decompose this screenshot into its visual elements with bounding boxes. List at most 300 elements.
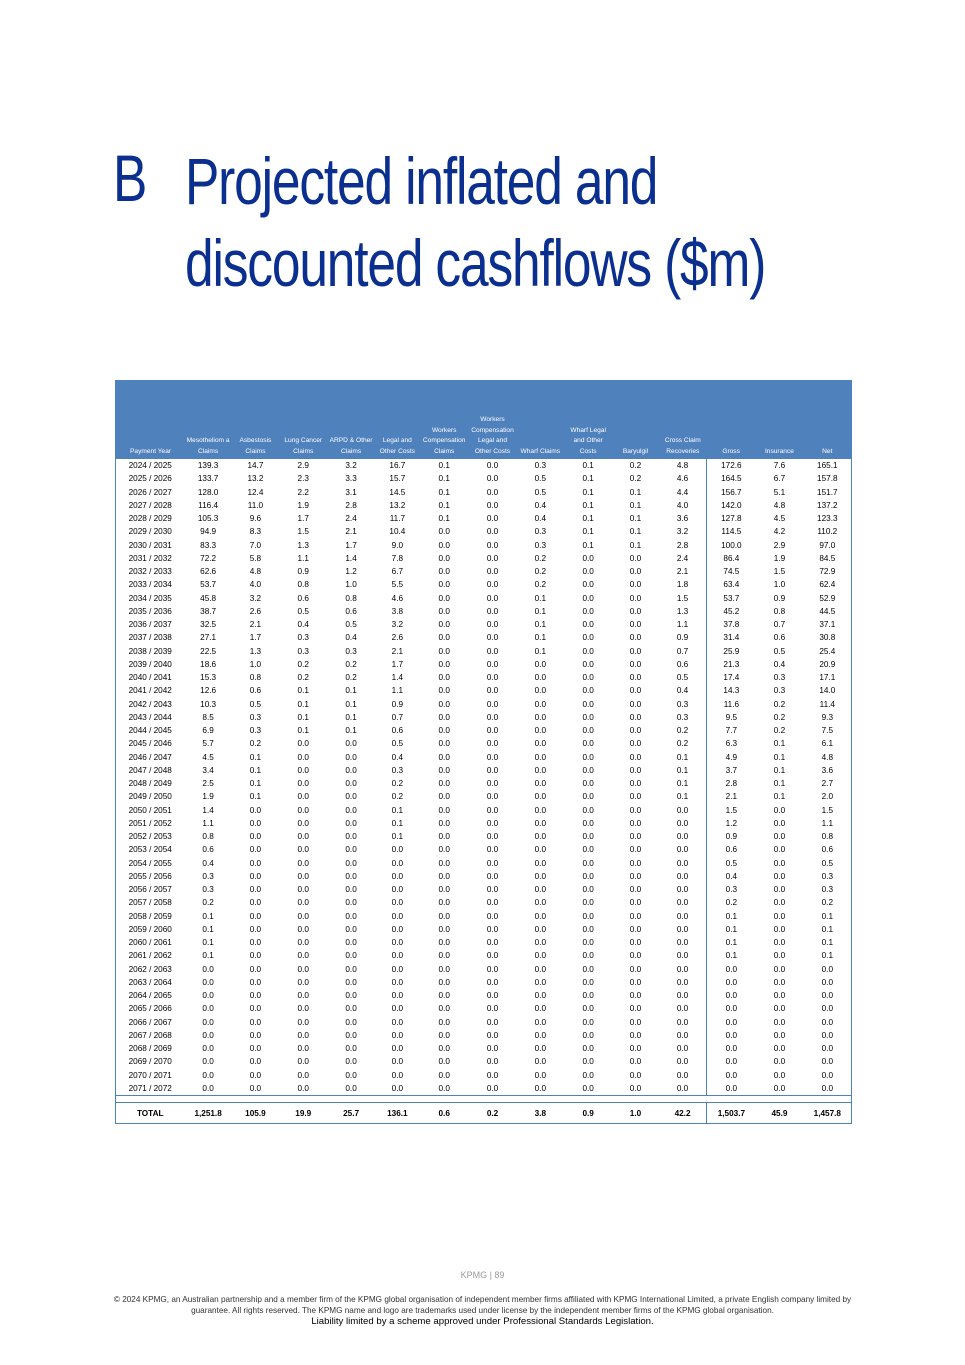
value-cell: 0.4 [534,500,547,510]
value-cell: 0.0 [297,1057,309,1067]
value-cell: 0.0 [249,885,262,895]
value-cell: 7.6 [773,461,786,471]
value-cell: 0.0 [486,845,499,855]
payment-year-cell: 2063 / 2064 [128,977,172,987]
value-cell: 53.7 [707,592,755,605]
value-cell: 0.0 [486,726,499,736]
value-cell: 3.4 [202,765,214,775]
value-cell: 0.0 [629,739,642,749]
value-cell: 52.9 [819,593,836,603]
value-cell: 0.3 [534,461,547,471]
value-cell: 0.0 [438,991,450,1001]
value-cell: 0.0 [821,1030,833,1040]
value-cell: 0.0 [486,686,499,696]
value-cell: 0.0 [438,898,450,908]
value-cell: 27.1 [200,633,217,643]
table-row [116,1055,851,1068]
value-cell: 0.1 [582,461,594,471]
value-cell: 0.0 [582,977,594,987]
table-row [116,857,851,870]
payment-year-cell: 2054 / 2055 [128,858,172,868]
table-row [116,578,851,591]
value-cell: 0.0 [773,924,786,934]
table-row [116,751,851,764]
total-cell: 1,457.8 [804,1103,851,1124]
column-header: Wharf Legal and Other Costs [564,381,612,459]
value-cell: 0.0 [773,977,786,987]
total-cell: 0.9 [564,1103,612,1124]
table-row [116,472,851,485]
value-cell: 0.0 [486,739,499,749]
section-letter: B [113,141,147,215]
value-cell: 0.0 [202,964,214,974]
value-cell: 0.0 [821,1070,833,1080]
value-cell: 25.9 [707,645,755,658]
value-cell: 0.0 [773,1083,786,1093]
table-row [116,698,851,711]
column-header: Cross Claim Recoveries [659,381,707,459]
value-cell: 0.0 [345,832,357,842]
value-cell: 157.8 [817,474,838,484]
value-cell: 0.0 [582,765,594,775]
value-cell: 0.0 [391,1017,404,1027]
value-cell: 0.2 [773,699,786,709]
table-body [116,459,851,1096]
value-cell: 0.0 [486,633,499,643]
value-cell: 12.4 [247,487,264,497]
value-cell: 0.1 [821,951,833,961]
value-cell: 0.8 [821,832,833,842]
value-cell: 0.0 [438,779,450,789]
value-cell: 0.0 [391,1030,404,1040]
payment-year-cell: 2064 / 2065 [128,991,172,1001]
value-cell: 0.0 [773,1017,786,1027]
value-cell: 0.0 [582,1030,594,1040]
column-header: Workers Compensation Claims [420,381,468,459]
value-cell: 0.0 [345,885,357,895]
value-cell: 0.3 [773,673,786,683]
value-cell: 0.2 [345,659,357,669]
table-row [116,565,851,578]
value-cell: 0.0 [438,553,450,563]
value-cell: 0.0 [249,1017,262,1027]
value-cell: 0.0 [534,739,547,749]
value-cell: 0.0 [534,991,547,1001]
value-cell: 1.9 [202,792,214,802]
value-cell: 0.0 [629,818,642,828]
value-cell: 0.0 [676,845,689,855]
value-cell: 0.0 [629,686,642,696]
value-cell: 0.6 [345,606,357,616]
value-cell: 0.0 [486,1070,499,1080]
value-cell: 0.8 [773,606,786,616]
value-cell: 0.0 [345,858,357,868]
value-cell: 0.0 [345,1070,357,1080]
value-cell: 1.1 [676,620,689,630]
payment-year-cell: 2049 / 2050 [128,792,172,802]
value-cell: 0.0 [582,580,594,590]
value-cell: 0.0 [345,1017,357,1027]
column-header: Legal and Other Costs [375,381,420,459]
value-cell: 0.0 [345,898,357,908]
value-cell: 0.0 [582,752,594,762]
table-row [116,830,851,843]
value-cell: 0.0 [438,620,450,630]
total-cell: 19.9 [279,1103,327,1124]
value-cell: 0.0 [486,792,499,802]
table-row [116,592,851,605]
value-cell: 1.7 [249,633,262,643]
value-cell: 38.7 [200,606,217,616]
table-row [116,883,851,896]
value-cell: 0.0 [202,1004,214,1014]
value-cell: 6.9 [202,726,214,736]
value-cell: 0.1 [629,487,642,497]
value-cell: 4.8 [676,461,689,471]
value-cell: 1.9 [297,500,309,510]
value-cell: 0.0 [297,951,309,961]
value-cell: 0.0 [629,964,642,974]
value-cell: 0.0 [438,633,450,643]
value-cell: 0.0 [629,1083,642,1093]
value-cell: 0.1 [773,792,786,802]
value-cell: 86.4 [707,552,755,565]
value-cell: 0.0 [629,593,642,603]
value-cell: 8.5 [202,712,214,722]
value-cell: 0.0 [629,832,642,842]
value-cell: 0.0 [249,858,262,868]
value-cell: 4.8 [249,567,262,577]
table-row [116,949,851,962]
value-cell: 0.0 [486,646,499,656]
value-cell: 0.0 [486,924,499,934]
value-cell: 15.3 [200,673,217,683]
value-cell: 0.3 [297,633,309,643]
value-cell: 0.0 [582,606,594,616]
value-cell: 0.0 [486,540,499,550]
value-cell: 0.0 [629,726,642,736]
value-cell: 0.0 [438,1083,450,1093]
value-cell: 0.0 [629,712,642,722]
value-cell: 0.4 [345,633,357,643]
value-cell: 0.0 [249,964,262,974]
value-cell: 0.0 [297,752,309,762]
value-cell: 133.7 [197,474,219,484]
value-cell: 0.0 [629,805,642,815]
value-cell: 0.0 [773,938,786,948]
value-cell: 0.6 [297,593,309,603]
value-cell: 0.5 [345,620,357,630]
value-cell: 0.0 [486,818,499,828]
value-cell: 37.1 [819,620,836,630]
value-cell: 0.4 [773,659,786,669]
value-cell: 0.0 [629,792,642,802]
value-cell: 0.0 [345,964,357,974]
value-cell: 0.0 [534,871,547,881]
value-cell: 0.0 [486,977,499,987]
total-cell: 1,503.7 [707,1103,755,1124]
value-cell: 0.5 [773,646,786,656]
value-cell: 13.2 [389,500,406,510]
payment-year-cell: 2029 / 2030 [128,527,172,537]
value-cell: 0.1 [582,474,594,484]
value-cell: 0.0 [534,659,547,669]
value-cell: 0.0 [629,633,642,643]
value-cell: 0.0 [486,752,499,762]
value-cell: 0.0 [438,580,450,590]
value-cell: 0.3 [391,765,404,775]
value-cell: 0.0 [297,1004,309,1014]
value-cell: 7.8 [391,553,404,563]
value-cell: 53.7 [200,580,217,590]
value-cell: 0.0 [297,964,309,974]
value-cell: 0.3 [676,699,689,709]
value-cell: 0.0 [486,500,499,510]
value-cell: 3.3 [345,474,357,484]
value-cell: 0.1 [629,514,642,524]
value-cell: 0.0 [345,1044,357,1054]
value-cell: 0.1 [773,752,786,762]
value-cell: 0.1 [534,646,547,656]
value-cell: 11.6 [707,698,755,711]
value-cell: 0.0 [534,726,547,736]
value-cell: 0.2 [534,553,547,563]
value-cell: 0.7 [391,712,404,722]
value-cell: 0.0 [486,1017,499,1027]
value-cell: 0.0 [297,885,309,895]
value-cell: 0.0 [297,924,309,934]
value-cell: 0.0 [534,752,547,762]
value-cell: 6.3 [707,737,755,750]
value-cell: 0.0 [486,514,499,524]
value-cell: 0.1 [391,805,404,815]
value-cell: 0.0 [534,686,547,696]
value-cell: 0.0 [438,765,450,775]
value-cell: 0.0 [297,991,309,1001]
value-cell: 0.0 [249,1030,262,1040]
value-cell: 0.0 [202,1070,214,1080]
value-cell: 0.0 [676,871,689,881]
payment-year-cell: 2055 / 2056 [128,871,172,881]
value-cell: 9.6 [249,514,262,524]
value-cell: 0.0 [345,1004,357,1014]
payment-year-cell: 2025 / 2026 [128,474,172,484]
value-cell: 14.3 [707,684,755,697]
value-cell: 0.6 [391,726,404,736]
value-cell: 63.4 [707,578,755,591]
value-cell: 1.8 [676,580,689,590]
value-cell: 0.1 [438,487,450,497]
value-cell: 2.4 [676,553,689,563]
value-cell: 0.1 [821,911,833,921]
value-cell: 0.0 [582,845,594,855]
value-cell: 0.0 [629,924,642,934]
value-cell: 0.1 [821,924,833,934]
total-label: TOTAL [116,1103,184,1124]
value-cell: 0.0 [438,699,450,709]
value-cell: 17.1 [819,673,836,683]
value-cell: 0.0 [773,898,786,908]
value-cell: 0.0 [486,527,499,537]
value-cell: 0.1 [582,487,594,497]
value-cell: 0.0 [629,580,642,590]
value-cell: 0.1 [676,765,689,775]
value-cell: 0.0 [249,1044,262,1054]
payment-year-cell: 2062 / 2063 [128,964,172,974]
payment-year-cell: 2066 / 2067 [128,1017,172,1027]
value-cell: 0.0 [249,871,262,881]
value-cell: 1.0 [249,659,262,669]
value-cell: 3.6 [676,514,689,524]
value-cell: 0.0 [438,646,450,656]
value-cell: 0.0 [486,765,499,775]
value-cell: 2.6 [249,606,262,616]
value-cell: 0.0 [582,924,594,934]
value-cell: 0.5 [249,699,262,709]
payment-year-cell: 2027 / 2028 [128,500,172,510]
value-cell: 0.6 [773,633,786,643]
value-cell: 0.0 [773,1057,786,1067]
value-cell: 0.0 [534,832,547,842]
value-cell: 0.0 [486,1044,499,1054]
value-cell: 0.4 [297,620,309,630]
value-cell: 0.3 [773,686,786,696]
value-cell: 0.2 [629,474,642,484]
value-cell: 0.1 [202,911,214,921]
table-row [116,1082,851,1096]
value-cell: 100.0 [707,539,755,552]
value-cell: 2.9 [297,461,309,471]
value-cell: 4.0 [249,580,262,590]
payment-year-cell: 2061 / 2062 [128,951,172,961]
cashflow-table [116,381,851,1123]
value-cell: 3.2 [391,620,404,630]
value-cell: 0.0 [821,991,833,1001]
payment-year-cell: 2045 / 2046 [128,739,172,749]
table-row [116,910,851,923]
value-cell: 0.0 [438,540,450,550]
value-cell: 0.2 [202,898,214,908]
value-cell: 0.4 [676,686,689,696]
value-cell: 0.0 [773,805,786,815]
value-cell: 0.0 [249,911,262,921]
value-cell: 0.0 [297,845,309,855]
value-cell: 0.0 [345,938,357,948]
value-cell: 2.9 [773,540,786,550]
value-cell: 0.0 [202,1044,214,1054]
column-header: Payment Year [116,381,184,459]
table-row [116,1029,851,1042]
value-cell: 0.0 [438,1057,450,1067]
payment-year-cell: 2046 / 2047 [128,752,172,762]
value-cell: 31.4 [707,631,755,644]
value-cell: 0.1 [773,779,786,789]
value-cell: 0.9 [676,633,689,643]
value-cell: 11.4 [819,699,835,709]
table-row [116,936,851,949]
value-cell: 0.0 [582,567,594,577]
value-cell: 0.0 [629,606,642,616]
value-cell: 0.0 [345,752,357,762]
table-row [116,777,851,790]
value-cell: 0.0 [391,977,404,987]
value-cell: 0.1 [676,792,689,802]
value-cell: 83.3 [200,540,217,550]
value-cell: 0.2 [297,673,309,683]
value-cell: 0.6 [249,686,262,696]
value-cell: 0.3 [534,527,547,537]
value-cell: 74.5 [707,565,755,578]
value-cell: 114.5 [707,525,755,538]
value-cell: 0.0 [249,818,262,828]
value-cell: 0.0 [486,567,499,577]
table-row [116,631,851,644]
value-cell: 1.1 [391,686,404,696]
value-cell: 0.0 [629,938,642,948]
value-cell: 0.0 [297,858,309,868]
value-cell: 0.3 [821,871,833,881]
table-row [116,790,851,803]
value-cell: 2.0 [821,792,833,802]
value-cell: 1.5 [297,527,309,537]
value-cell: 0.0 [707,1002,755,1015]
value-cell: 0.0 [676,991,689,1001]
value-cell: 3.6 [821,765,833,775]
value-cell: 0.1 [249,752,262,762]
payment-year-cell: 2028 / 2029 [128,514,172,524]
section-title [185,140,766,304]
value-cell: 0.0 [486,911,499,921]
column-header: ARPD & Other Claims [327,381,374,459]
value-cell: 0.0 [629,620,642,630]
value-cell: 0.0 [345,1083,357,1093]
value-cell: 2.1 [391,646,404,656]
value-cell: 0.0 [486,580,499,590]
value-cell: 18.6 [200,659,217,669]
value-cell: 0.0 [297,765,309,775]
value-cell: 0.1 [202,924,214,934]
value-cell: 0.0 [438,792,450,802]
value-cell: 0.1 [249,792,262,802]
value-cell: 0.2 [297,659,309,669]
value-cell: 1.3 [249,646,262,656]
value-cell: 0.1 [534,593,547,603]
value-cell: 0.0 [534,673,547,683]
payment-year-cell: 2056 / 2057 [128,885,172,895]
value-cell: 2.1 [676,567,689,577]
value-cell: 3.2 [676,527,689,537]
payment-year-cell: 2048 / 2049 [128,779,172,789]
value-cell: 0.0 [629,659,642,669]
value-cell: 0.0 [391,1083,404,1093]
payment-year-cell: 2057 / 2058 [128,898,172,908]
payment-year-cell: 2037 / 2038 [128,633,172,643]
value-cell: 0.2 [391,792,404,802]
value-cell: 0.0 [297,1017,309,1027]
value-cell: 0.0 [582,885,594,895]
value-cell: 0.1 [582,500,594,510]
value-cell: 72.2 [200,553,217,563]
total-cell: 0.6 [420,1103,468,1124]
value-cell: 0.0 [629,911,642,921]
value-cell: 0.0 [773,964,786,974]
value-cell: 1.5 [676,593,689,603]
value-cell: 0.6 [707,843,755,856]
value-cell: 4.2 [773,527,786,537]
value-cell: 0.0 [582,1083,594,1093]
value-cell: 0.0 [582,1057,594,1067]
value-cell: 0.0 [486,871,499,881]
